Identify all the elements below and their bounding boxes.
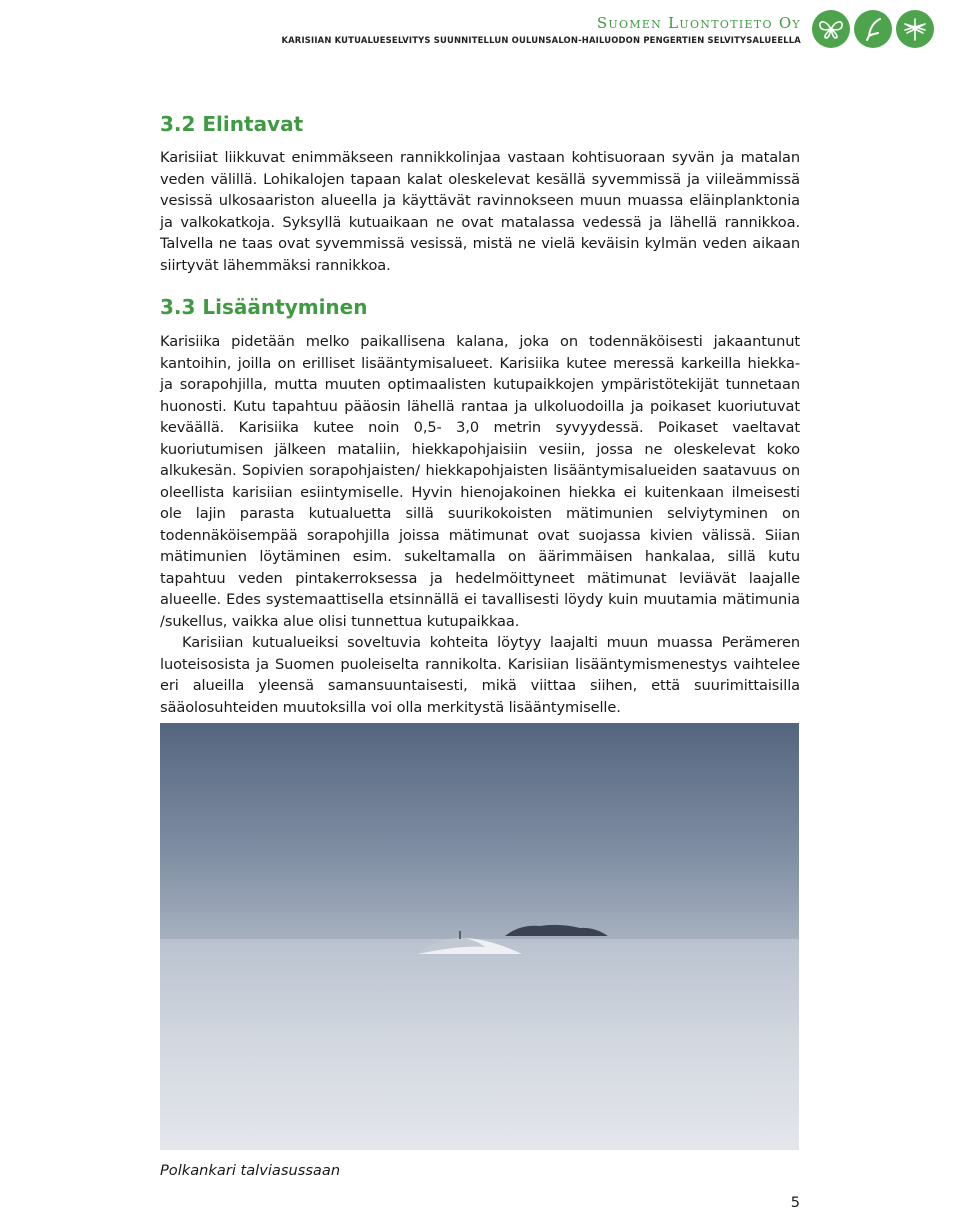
- brand-name: Suomen Luontotieto Oy: [596, 14, 801, 32]
- page-number: 5: [790, 1194, 800, 1211]
- winter-sea-photo: [160, 723, 799, 1150]
- photo-caption: Polkankari talviasussaan: [160, 1162, 341, 1179]
- bird-icon: [854, 10, 892, 48]
- section-title-elintavat: 3.2 Elintavat: [160, 112, 304, 136]
- dragonfly-icon: [896, 10, 934, 48]
- page-header: [0, 8, 960, 54]
- paragraph-elintavat: Karisiiat liikkuvat enimmäkseen rannikkolinjaa vastaan kohtisuoraan syvän ja matalan veden välillä. Lohikalojen tapaan kalat oleskelevat kesällä syvemmissä ja viileämmissä vesissä ulkosaariston alueella ja käyttävät ravinnokseen muun muassa eläinplanktonia ja valkokatkoja. Syksyllä kutuaikaan ne ovat matalassa vedessä ja lähellä rannikkoa. Talvella ne taas ovat syvemmissä vesissä, mistä ne vielä keväisin kylmän veden aikaan siirtyvät lähemmäksi rannikkoa.: [160, 149, 800, 274]
- main-content: [160, 110, 800, 718]
- photo-illustration: [160, 723, 799, 1150]
- logo-group: [812, 10, 942, 50]
- report-subtitle: KARISIIAN KUTUALUESELVITYS SUUNNITELLUN OULUNSALON-HAILUODON PENGERTIEN SELVITYSALUEELLA: [281, 35, 801, 45]
- section-title-lisaantyminen: 3.3 Lisääntyminen: [160, 295, 368, 319]
- butterfly-icon: [812, 10, 850, 48]
- paragraph-lisaantyminen-1: Karisiika pidetään melko paikallisena kalana, joka on todennäköisesti jakaantunut kantoihin, joilla on erilliset lisääntymisalueet. Karisiika kutee meressä karkeilla hiekka- ja sorapohjilla, mutta muuten optimaalisten kutupaikkojen ympäristötekijät tunnetaan huonosti. Kutu tapahtuu pääosin lähellä rantaa ja ulkoluodoilla ja poikaset kuoriutuvat keväällä. Karisiika kutee noin 0,5- 3,0 metrin syvyydessä. Poikaset vaeltavat kuoriutumisen jälkeen mataliin, hiekkapohjaisiin vesiin, jossa ne oleskelevat koko alkukesän. Sopivien sorapohjaisten/ hiekkapohjaisten lisääntymisalueiden saatavuus on oleellista karisiian esiintymiselle. Hyvin hienojakoinen hiekka ei kuitenkaan ilmeisesti ole lajin parasta kutualuetta sillä suurikokoisten mätimunien selviytyminen on todennäköisempää sorapohjilla joissa mätimunat ovat suojassa kivien välissä. Siian mätimunien löytäminen esim. sukeltamalla on äärimmäisen hankalaa, sillä kutu tapahtuu veden pintakerroksessa ja hedelmöittyneet mätimunat leviävät laajalle alueelle. Edes systemaattisella etsinnällä ei tavallisesti löydy kuin muutamia mätimunia /sukellus, vaikka alue olisi tunnettua kutupaikkaa.: [160, 333, 800, 630]
- paragraph-lisaantyminen-2: Karisiian kutualueiksi soveltuvia kohteita löytyy laajalti muun muassa Perämeren luoteisosista ja Suomen puoleiselta rannikolta. Karisiian lisääntymismenestys vaihtelee eri alueilla yleensä samansuuntaisesti, mikä viittaa siihen, että suurimittaisilla sääolosuhteiden muutoksilla voi olla merkitystä lisääntymiselle.: [160, 634, 800, 716]
